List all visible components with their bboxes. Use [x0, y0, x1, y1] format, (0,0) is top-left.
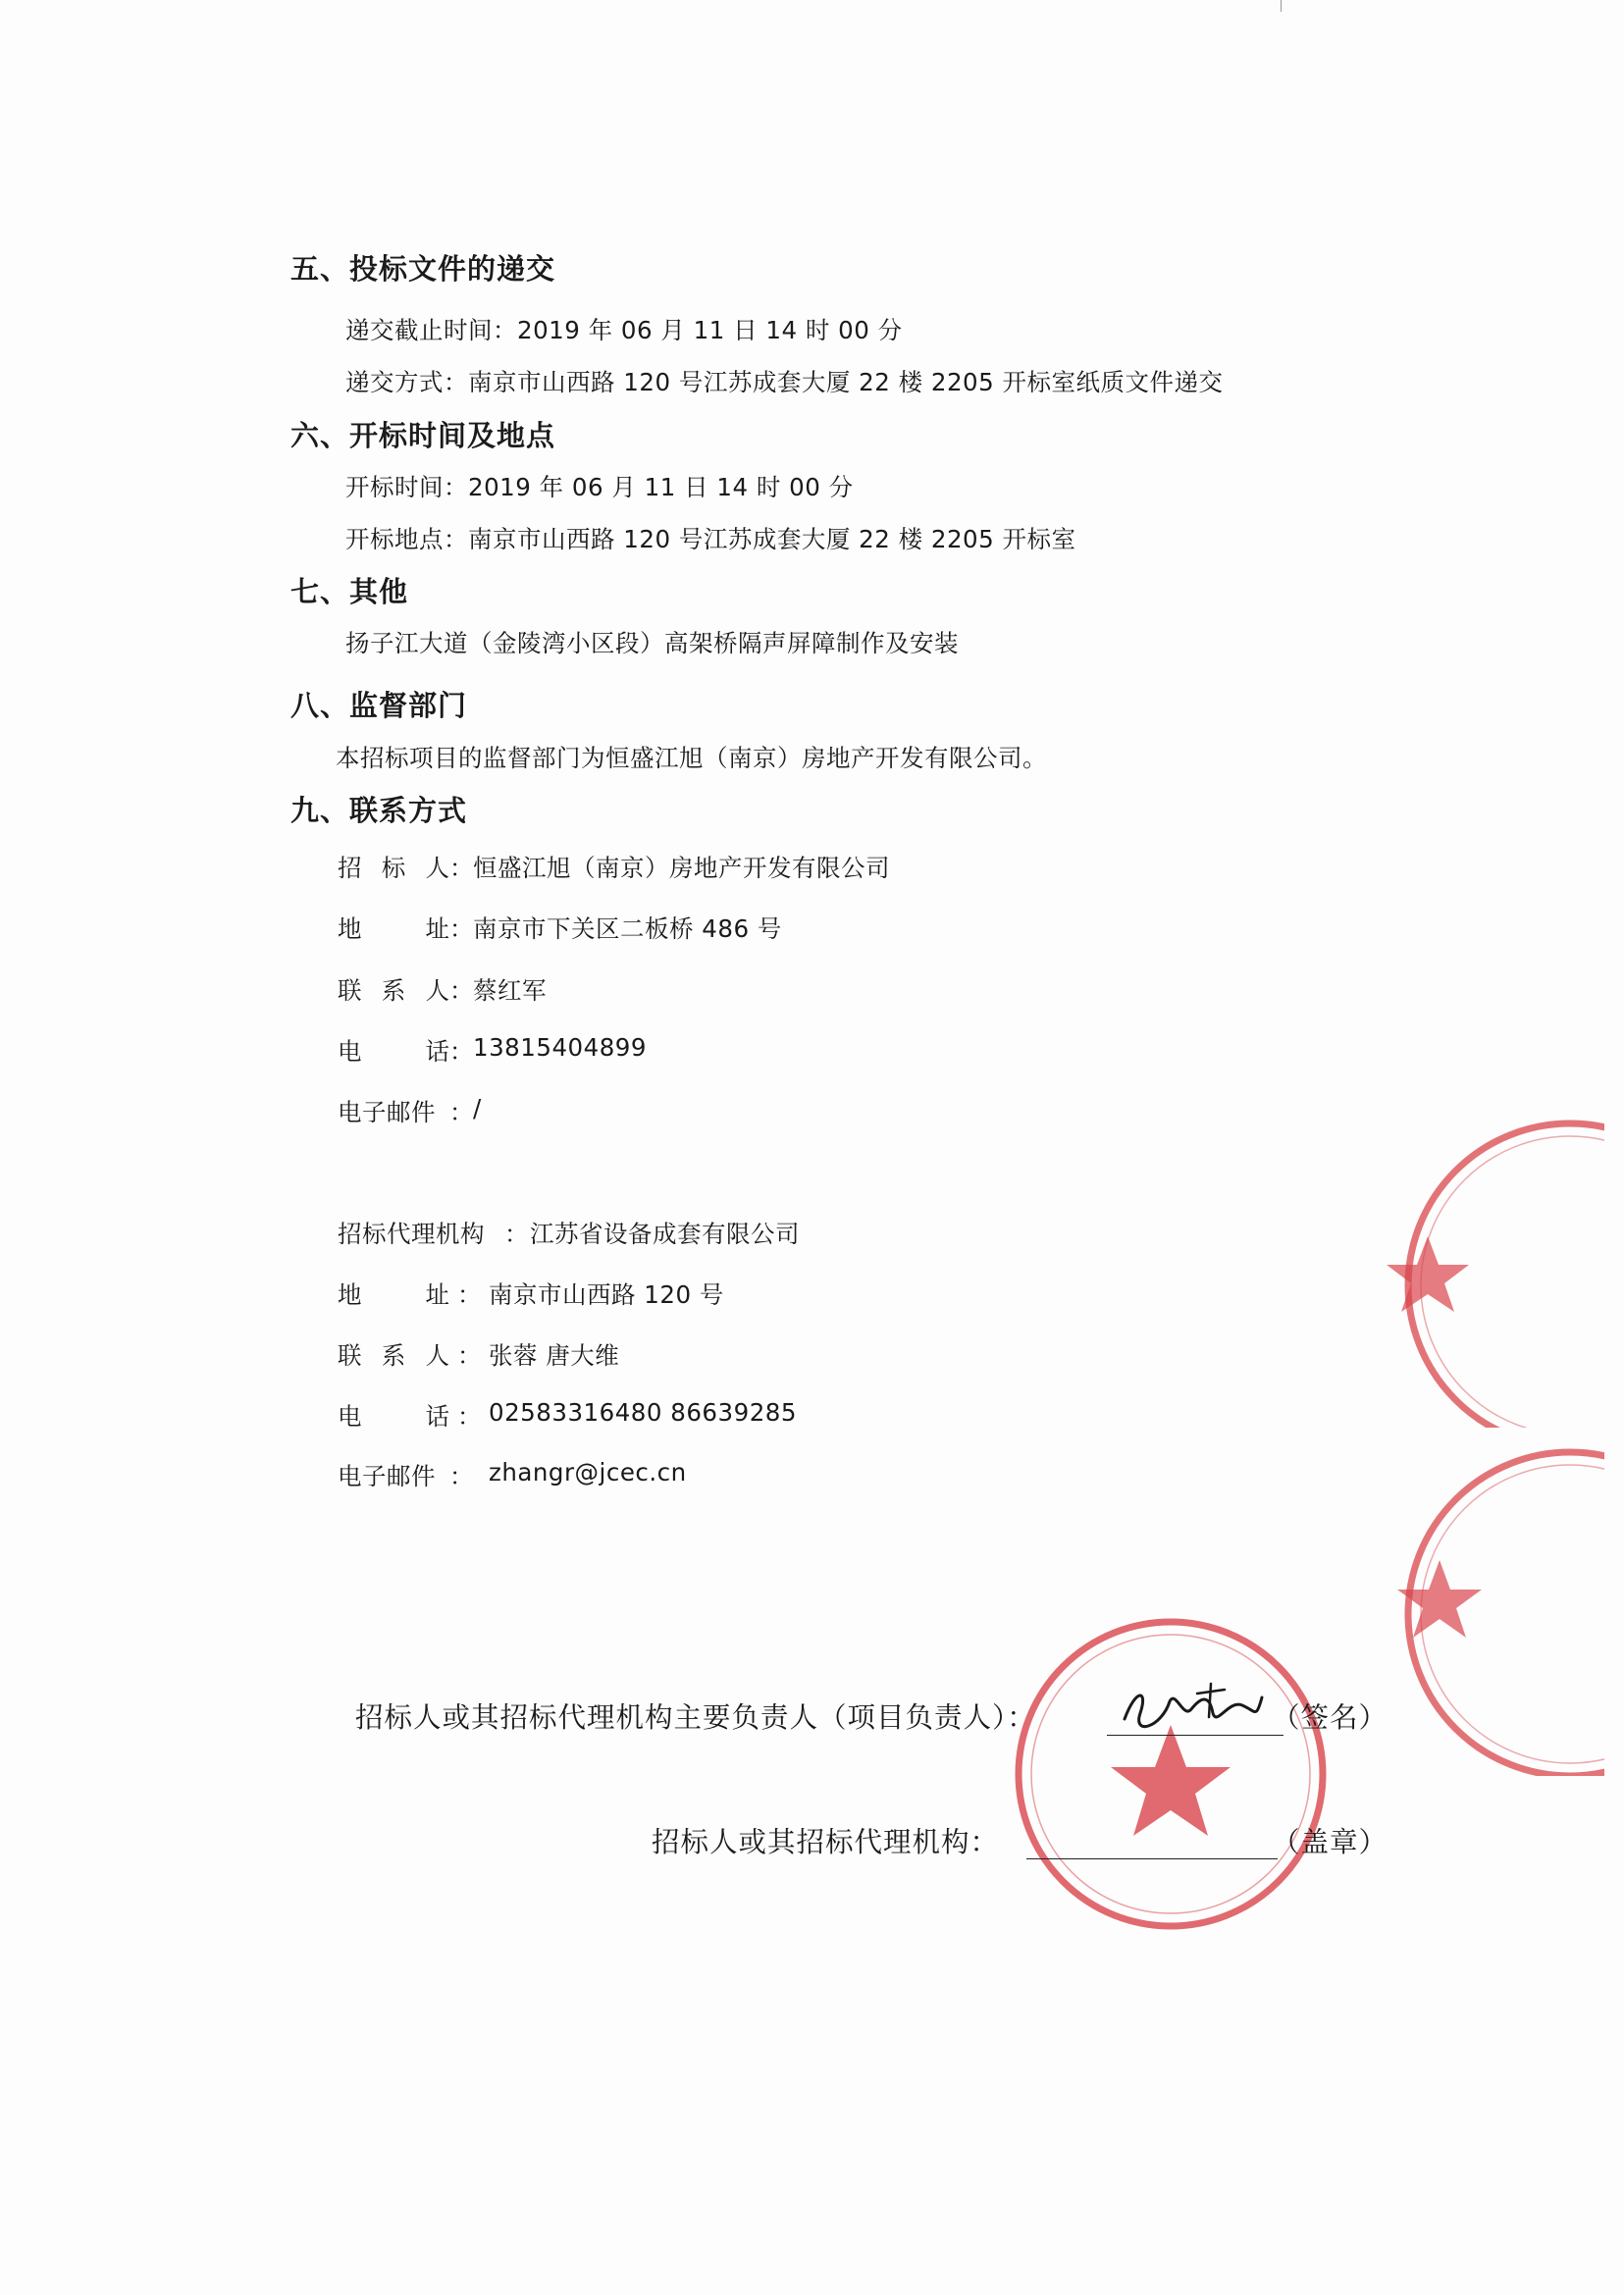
agency-address: 南京市山西路 120 号 — [489, 1280, 724, 1309]
tenderer-colon-5: ： — [449, 1098, 474, 1126]
tenderer-name: 恒盛江旭（南京）房地产开发有限公司 — [473, 854, 890, 882]
agency-email-label: 电子邮件 — [338, 1462, 436, 1490]
section-7-heading: 七、其他 — [290, 575, 409, 608]
tenderer-phone: 13815404899 — [473, 1033, 647, 1062]
seal-suffix: （盖章） — [1272, 1826, 1388, 1858]
agency-colon-1: ： — [504, 1220, 529, 1248]
agency-contact: 张蓉 唐大维 — [489, 1341, 620, 1370]
handwritten-signature — [1119, 1680, 1266, 1739]
company-seal-main — [1009, 1612, 1333, 1936]
opening-time: 开标时间：2019 年 06 月 11 日 14 时 00 分 — [345, 473, 854, 501]
tenderer-name-label: 招 标 人 — [338, 854, 449, 882]
section-5-heading: 五、投标文件的递交 — [290, 252, 556, 286]
seal-line — [1026, 1858, 1278, 1859]
sign-suffix: （签名） — [1272, 1701, 1388, 1734]
scan-mark — [1281, 0, 1282, 12]
section-6-heading: 六、开标时间及地点 — [290, 419, 556, 452]
tenderer-email-label: 电子邮件 — [338, 1098, 436, 1126]
agency-colon-5: ： — [449, 1462, 474, 1490]
company-seal-top — [1369, 1094, 1604, 1428]
tenderer-phone-label: 电 话 — [338, 1037, 449, 1066]
organization-label: 招标人或其招标代理机构： — [652, 1826, 1000, 1858]
agency-name: 江苏省设备成套有限公司 — [530, 1220, 800, 1248]
company-seal-middle — [1369, 1442, 1604, 1776]
agency-phone-label: 电 话 — [338, 1402, 449, 1431]
opening-place: 开标地点：南京市山西路 120 号江苏成套大厦 22 楼 2205 开标室 — [345, 525, 1076, 553]
section-8-heading: 八、监督部门 — [290, 689, 468, 722]
tenderer-colon-1: ： — [449, 854, 474, 882]
agency-contact-label: 联 系 人 — [338, 1341, 449, 1370]
responsible-person-label: 招标人或其招标代理机构主要负责人（项目负责人）： — [355, 1701, 1036, 1734]
tenderer-colon-4: ： — [449, 1037, 474, 1066]
tenderer-contact-label: 联 系 人 — [338, 976, 449, 1005]
submission-deadline: 递交截止时间：2019 年 06 月 11 日 14 时 00 分 — [345, 316, 903, 344]
submission-method: 递交方式：南京市山西路 120 号江苏成套大厦 22 楼 2205 开标室纸质文件递交 — [345, 368, 1224, 396]
project-name: 扬子江大道（金陵湾小区段）高架桥隔声屏障制作及安装 — [345, 629, 959, 657]
agency-colon-3: ： — [457, 1341, 482, 1370]
agency-colon-4: ： — [457, 1402, 482, 1431]
agency-colon-2: ： — [457, 1280, 482, 1309]
agency-phone: 02583316480 86639285 — [489, 1398, 797, 1427]
tenderer-colon-3: ： — [449, 976, 474, 1005]
tenderer-colon-2: ： — [449, 914, 474, 943]
supervision-text: 本招标项目的监督部门为恒盛江旭（南京）房地产开发有限公司。 — [336, 744, 1047, 772]
tenderer-contact: 蔡红军 — [473, 976, 547, 1005]
agency-address-label: 地 址 — [338, 1280, 449, 1309]
tenderer-address: 南京市下关区二板桥 486 号 — [473, 914, 782, 943]
tenderer-address-label: 地 址 — [338, 914, 449, 943]
agency-email: zhangr@jcec.cn — [489, 1458, 687, 1487]
agency-name-label: 招标代理机构 — [338, 1220, 485, 1248]
section-9-heading: 九、联系方式 — [290, 794, 468, 827]
tenderer-email: / — [473, 1094, 482, 1122]
